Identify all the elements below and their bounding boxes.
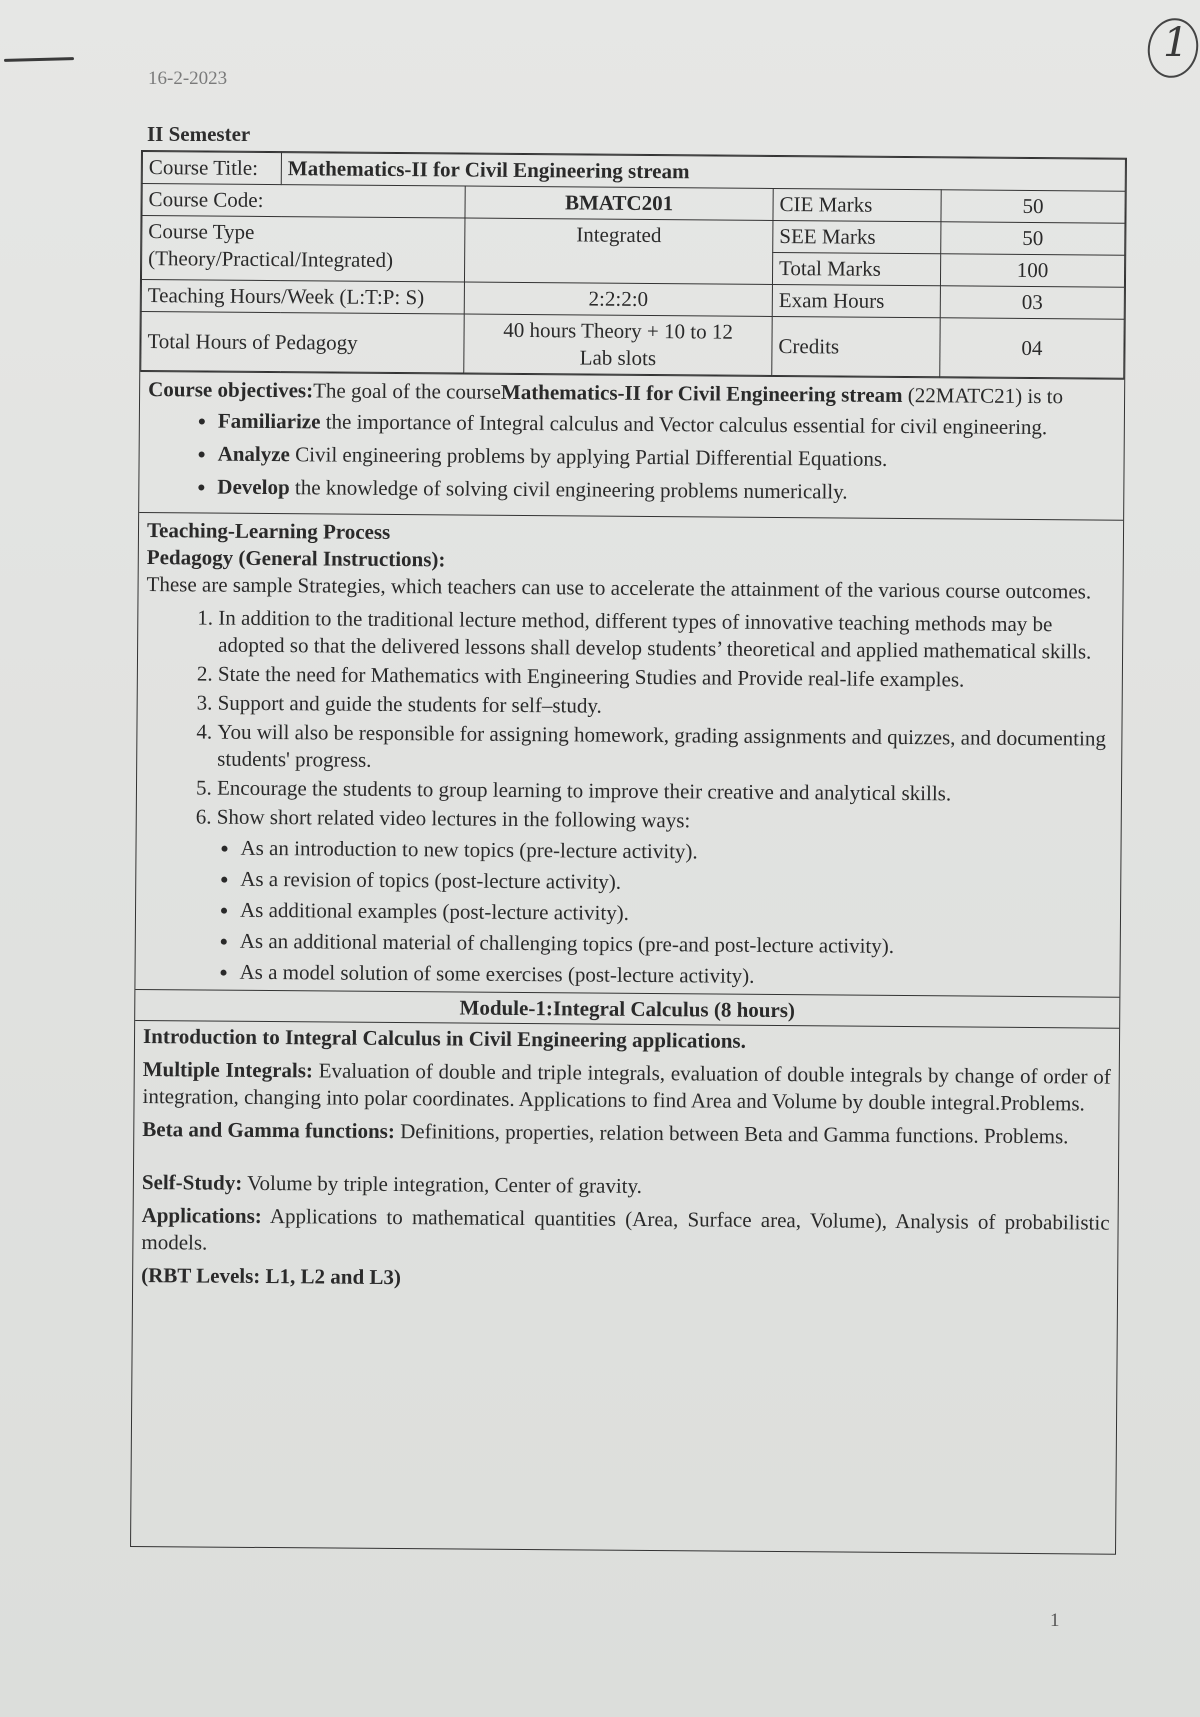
total-marks-value: 100 [940, 254, 1124, 287]
credits-value: 04 [940, 318, 1124, 378]
pen-mark [4, 57, 74, 62]
course-type-value: Integrated [464, 218, 772, 284]
pedagogy-hours-value [464, 314, 772, 375]
video-lecture-item: • As an additional material of challenging topics (pre-and post-lecture activity). [240, 928, 1112, 962]
beta-gamma-paragraph [142, 1116, 1110, 1151]
pedagogy-item: 1. In addition to the traditional lecture method, different types of innovative teaching methods may be adopted so that the delivered lessons shall develop students’ theoretical and applied mathematical skills. [218, 605, 1114, 666]
multiple-integrals-text: Evaluation of double and triple integrals, evaluation of double integrals by change of order of integration, changing into polar coordinates. Applications to find Area and Volume by double integral.Problems. [142, 1058, 1111, 1116]
objective-item [217, 474, 1115, 508]
video-lecture-list [215, 835, 1112, 993]
objective-keyword: Develop [217, 474, 290, 500]
course-objectives-section [139, 371, 1124, 520]
self-study-label: Self-Study: [141, 1170, 243, 1195]
multiple-integrals-paragraph [142, 1056, 1110, 1118]
pedagogy-item: 2. State the need for Mathematics with Engineering Studies and Provide real-life examples. [218, 661, 1114, 695]
teaching-hours-value: 2:2:2:0 [464, 282, 772, 316]
page-number: 1 [1050, 1610, 1060, 1631]
video-lecture-item: • As an introduction to new topics (pre-lecture activity). [240, 835, 1112, 869]
applications-paragraph [141, 1202, 1109, 1264]
teaching-learning-section [135, 512, 1123, 993]
course-objectives-course-name: Mathematics-II for Civil Engineering stream [500, 379, 903, 407]
module-1-body [133, 1021, 1119, 1297]
see-marks-label: SEE Marks [773, 220, 941, 253]
objective-item [218, 408, 1116, 442]
course-type-label-line-2: (Theory/Practical/Integrated) [148, 246, 394, 272]
course-objectives-intro-end: (22MATC21) is to [907, 383, 1064, 409]
applications-label: Applications: [141, 1203, 262, 1228]
total-marks-label: Total Marks [772, 252, 940, 285]
cie-marks-value: 50 [941, 190, 1125, 223]
objective-text: Civil engineering problems by applying Partial Differential Equations. [289, 442, 888, 471]
beta-gamma-label: Beta and Gamma functions: [142, 1117, 396, 1144]
course-title-value: Mathematics-II for Civil Engineering stream [281, 153, 1125, 192]
date: 16-2-2023 [148, 68, 228, 89]
course-type-label [141, 216, 464, 283]
course-title-label: Course Title: [142, 152, 281, 185]
exam-hours-label: Exam Hours [772, 284, 940, 317]
semester-heading: II Semester [147, 122, 251, 146]
objective-text: the knowledge of solving civil engineering problems numerically. [289, 475, 848, 504]
course-details-table [140, 151, 1126, 379]
course-code-value: BMATC201 [465, 186, 773, 220]
module-1-intro: Introduction to Integral Calculus in Civil Engineering applications. [142, 1024, 746, 1053]
applications-text: Applications to mathematical quantities (Area, Surface area, Volume), Analysis of probabilistic models. [141, 1203, 1110, 1255]
teaching-learning-heading: Teaching-Learning Process [146, 518, 391, 544]
video-lecture-item: • As additional examples (post-lecture activity). [240, 897, 1112, 931]
pedagogy-hours-line-1: 40 hours Theory + 10 to 12 [503, 317, 733, 344]
cie-marks-label: CIE Marks [773, 188, 941, 221]
pedagogy-item: 4. You will also be responsible for assigning homework, grading assignments and quizzes, and documenting students' progress. [217, 719, 1113, 780]
course-objectives-heading: Course objectives: [148, 377, 314, 403]
teaching-hours-label: Teaching Hours/Week (L:T:P: S) [141, 280, 464, 315]
exam-hours-value: 03 [940, 286, 1124, 319]
objectives-list [147, 407, 1116, 508]
course-type-label-line-1: Course Type [148, 219, 255, 244]
objective-item [218, 441, 1116, 475]
pedagogy-item-text: Show short related video lectures in the following ways: [216, 804, 691, 833]
pedagogy-list [143, 604, 1114, 993]
multiple-integrals-label: Multiple Integrals: [142, 1057, 314, 1083]
pedagogy-hours-label: Total Hours of Pedagogy [141, 312, 464, 374]
objective-text: the importance of Integral calculus and Vector calculus essential for civil engineering. [320, 409, 1048, 440]
pedagogy-intro: These are sample Strategies, which teachers can use to accelerate the attainment of the various course outcomes. [146, 572, 1092, 604]
course-objectives-intro [148, 376, 1116, 411]
circled-page-number: 1 [1163, 20, 1189, 66]
pedagogy-subheading: Pedagogy (General Instructions): [146, 545, 446, 572]
pedagogy-item: 3. Support and guide the students for self–study. [218, 690, 1114, 724]
pedagogy-item: 5. Encourage the students to group learning to improve their creative and analytical skills. [217, 775, 1113, 809]
rbt-levels: (RBT Levels: L1, L2 and L3) [141, 1263, 402, 1290]
course-objectives-intro-text: The goal of the course [313, 378, 502, 404]
beta-gamma-text: Definitions, properties, relation between Beta and Gamma functions. Problems. [394, 1119, 1069, 1149]
see-marks-value: 50 [941, 222, 1125, 255]
self-study-text: Volume by triple integration, Center of gravity. [242, 1170, 643, 1198]
pedagogy-hours-line-2: Lab slots [579, 345, 657, 371]
video-lecture-item: • As a revision of topics (post-lecture activity). [240, 866, 1112, 900]
pedagogy-item [215, 804, 1112, 993]
syllabus-box [130, 150, 1127, 1555]
credits-label: Credits [772, 316, 940, 376]
module-1-title: Module-1:Integral Calculus (8 hours) [135, 989, 1119, 1029]
video-lecture-item: • As a model solution of some exercises (post-lecture activity). [239, 959, 1111, 993]
objective-keyword: Analyze [217, 441, 291, 467]
course-code-label: Course Code: [142, 184, 465, 219]
objective-keyword: Familiarize [217, 408, 321, 434]
